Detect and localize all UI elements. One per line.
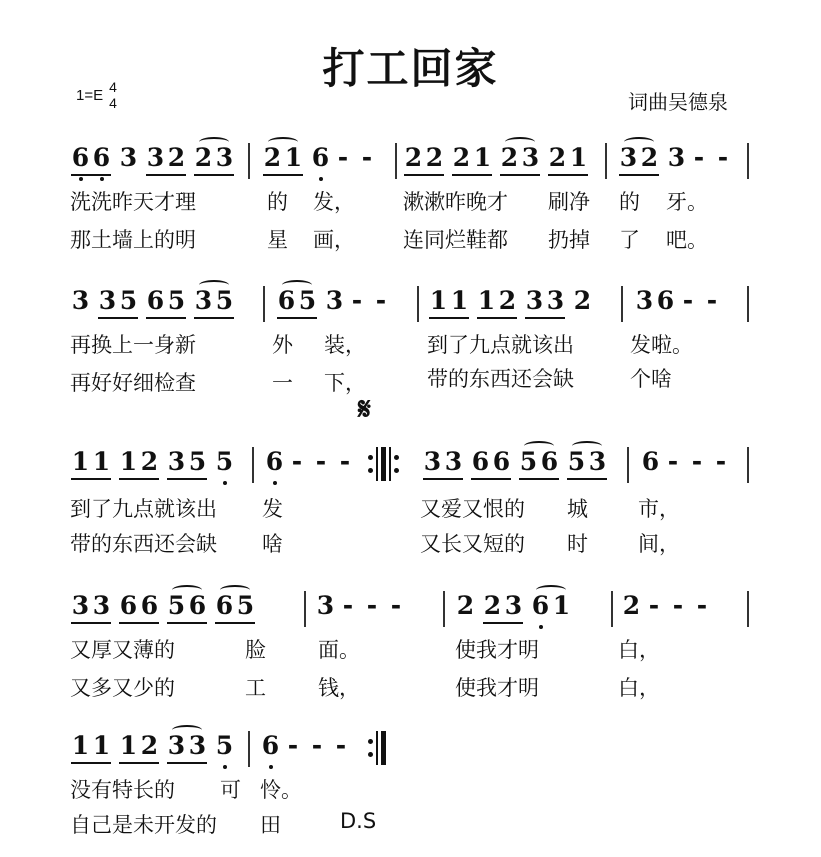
measure: 3 6 - -	[635, 286, 718, 315]
barline	[417, 286, 419, 322]
song-title: 打工回家	[322, 44, 499, 93]
key-label: 1=E	[76, 87, 104, 104]
barline	[252, 447, 254, 483]
lyric-verse2: 那土墙上的明	[70, 228, 196, 252]
barline	[304, 591, 306, 627]
barline	[747, 447, 749, 483]
measure: 2 - - -	[622, 591, 708, 620]
measure: 2 1 6 - -	[262, 143, 385, 183]
barline	[747, 591, 749, 627]
repeat-end-barline	[368, 731, 386, 765]
measure: 6 6 3 3 2 2 3	[70, 143, 241, 183]
measure: 1 1 1 2 3 5 5	[70, 447, 241, 487]
barline	[611, 591, 613, 627]
barline	[605, 143, 607, 179]
composer-credit: 词曲吴德泉	[628, 90, 728, 114]
barline	[248, 143, 250, 179]
repeat-start-barline	[368, 447, 399, 481]
measure: 3 3 6 6 5 6 6 5	[70, 591, 262, 631]
measure: 2 2 2 1 2 3 2 1	[403, 143, 595, 183]
measure: 6 - - -	[264, 447, 363, 487]
measure: 3 2 3 - -	[618, 143, 741, 183]
measure: 1 1 1 2 3 3 5	[70, 731, 241, 771]
dal-segno-marker: D.S	[340, 809, 377, 833]
lyric-verse1: 洗洗昨天才理	[70, 190, 196, 214]
measure: 3 - - -	[316, 591, 402, 620]
key-signature	[76, 80, 117, 111]
measure: 6 - - -	[641, 447, 727, 476]
measure: 3 3 6 6 5 6 5 3	[422, 447, 614, 487]
barline	[263, 286, 265, 322]
barline	[747, 286, 749, 322]
segno-icon: 𝄋	[358, 392, 371, 427]
barline	[248, 731, 250, 767]
time-signature: 4 4	[109, 79, 117, 111]
barline	[395, 143, 397, 179]
measure: 1 1 1 2 3 3 2	[429, 286, 592, 315]
measure: 6 5 3 - -	[276, 286, 399, 326]
barline	[443, 591, 445, 627]
measure: 6 - - -	[260, 731, 359, 771]
barline	[747, 143, 749, 179]
barline	[627, 447, 629, 483]
barline	[621, 286, 623, 322]
measure: 3 3 5 6 5 3 5	[70, 286, 241, 326]
measure: 2 2 3 6 1	[455, 591, 578, 631]
